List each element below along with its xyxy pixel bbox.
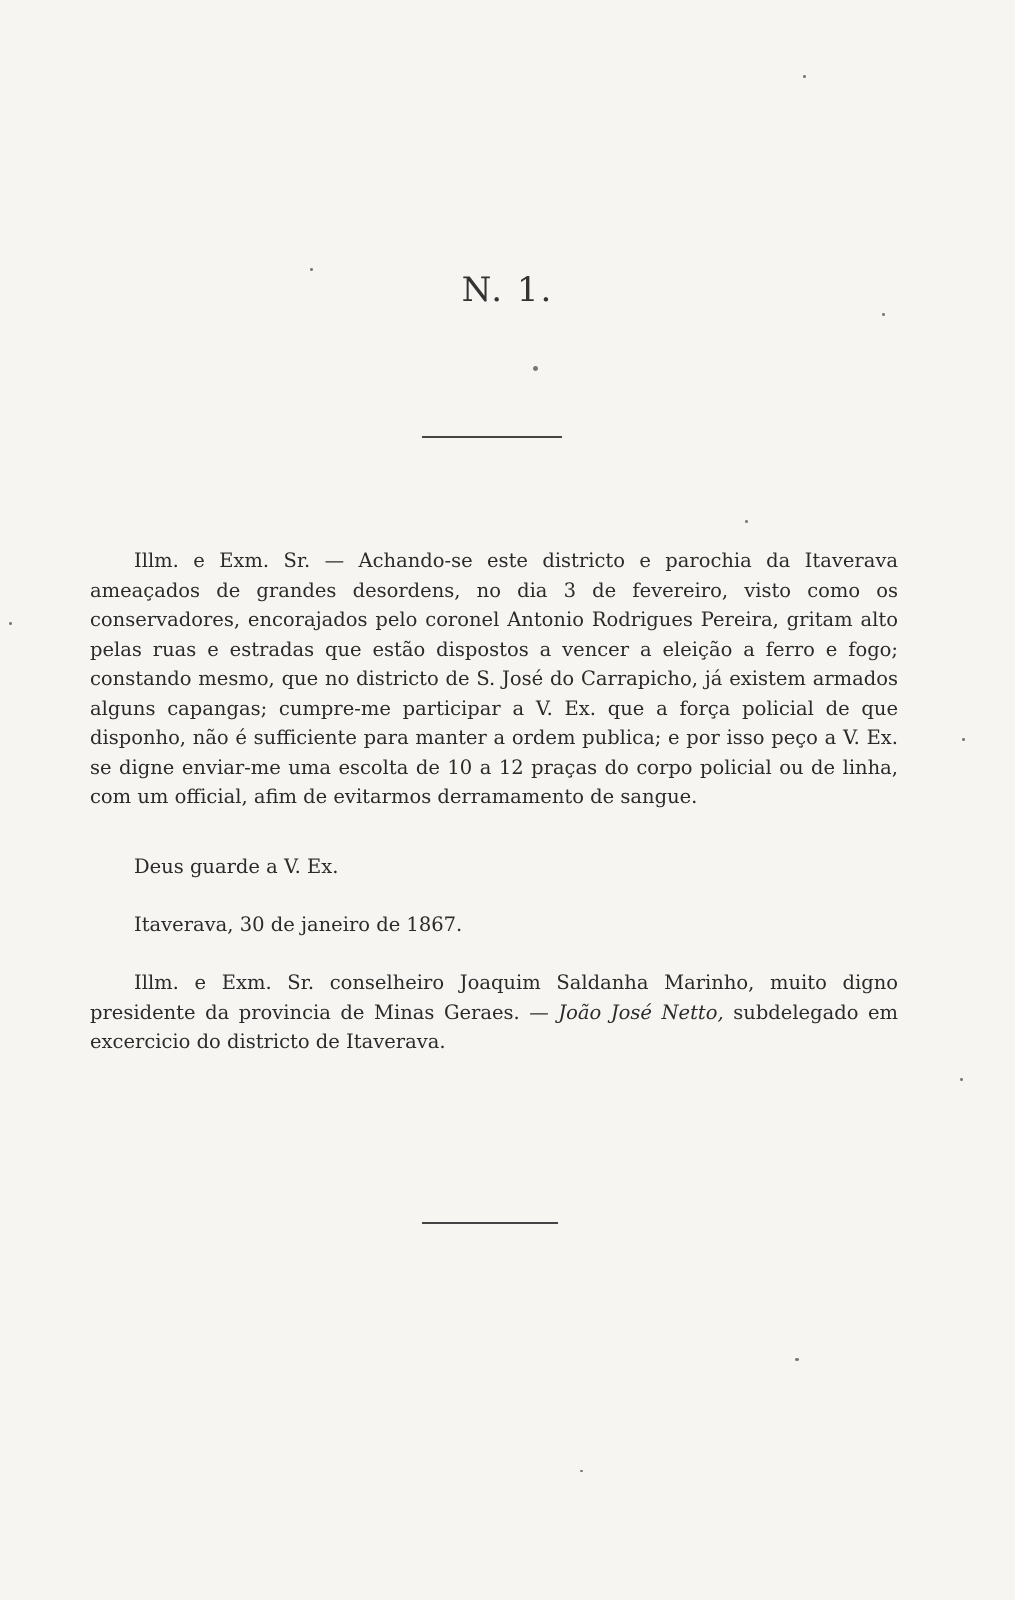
bottom-divider [422, 1222, 558, 1224]
closing-salutation: Deus guarde a V. Ex. [134, 855, 339, 878]
top-divider [422, 436, 562, 438]
place-and-date: Itaverava, 30 de janeiro de 1867. [134, 913, 463, 936]
scan-speck [745, 520, 748, 523]
scan-speck [960, 1078, 963, 1081]
signatory-name: João José Netto, [558, 1000, 724, 1024]
scan-speck [9, 622, 12, 625]
scan-speck [882, 313, 885, 316]
address-paragraph [90, 968, 898, 1057]
address-text: Illm. e Exm. Sr. conselheiro Joaquim Saldanha Marinho, muito digno presidente da provincia de Minas Geraes. — [90, 971, 898, 1024]
scan-speck [803, 75, 806, 78]
scan-speck [962, 738, 965, 741]
document-number-heading: N. 1. [461, 270, 554, 310]
main-paragraph: Illm. e Exm. Sr. — Achando-se este districto e parochia da Itaverava ameaçados de grandes desordens, no dia 3 de fevereiro, visto como os conservadores, encorajados pelo coronel Antonio Rodrigues Pereira, gritam alto pelas ruas e estradas que estão dispostos a vencer a eleição a ferro e fogo; constando mesmo, que no districto de S. José do Carrapicho, já existem armados alguns capangas; cumpre-me participar a V. Ex. que a força policial de que disponho, não é sufficiente para manter a ordem publica; e por isso peço a V. Ex. se digne enviar-me uma escolta de 10 a 12 praças do corpo policial ou de linha, com um official, afim de evitarmos derramamento de sangue. [90, 549, 898, 808]
signatory-title: subdelegado em excercicio do districto de Itaverava. [90, 1000, 899, 1053]
scan-speck [580, 1470, 583, 1472]
scan-speck [310, 268, 313, 271]
scan-speck [533, 366, 538, 371]
scan-speck [795, 1358, 799, 1361]
